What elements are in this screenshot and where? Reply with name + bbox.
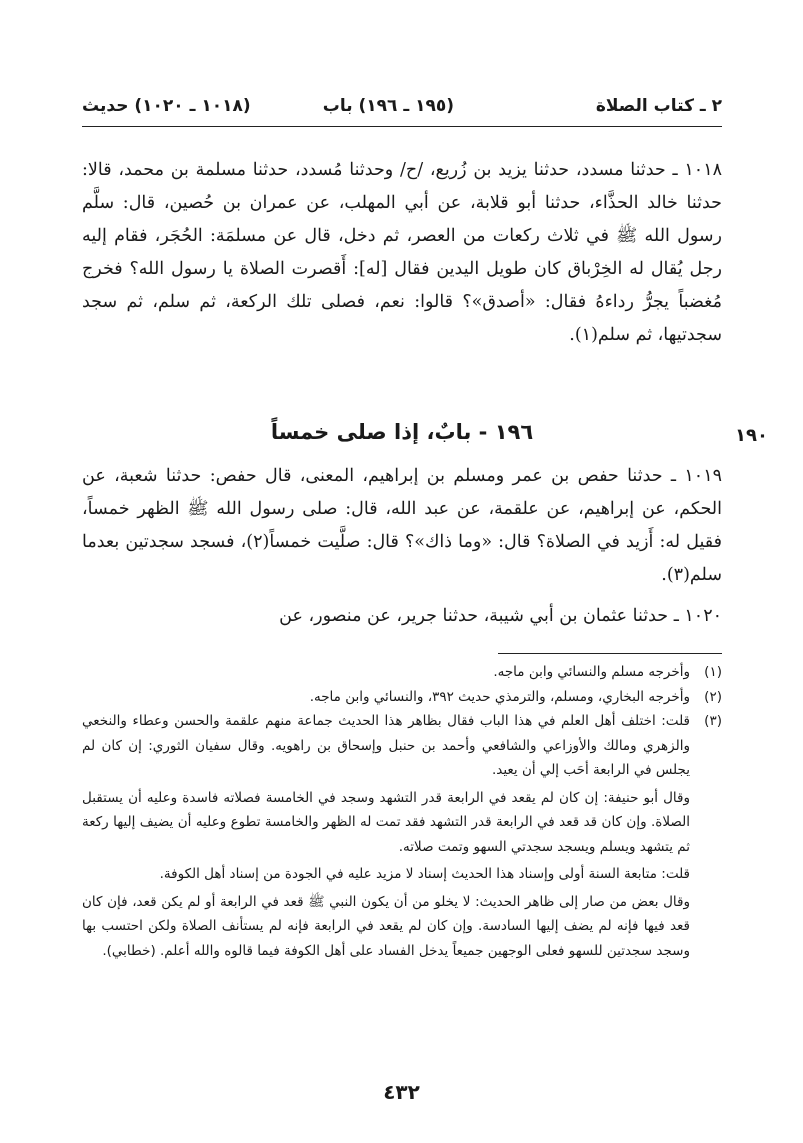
margin-number: ١٩٠ bbox=[735, 425, 768, 446]
page-number: ٤٣٢ bbox=[383, 1080, 420, 1104]
footnote-number: (٣) bbox=[704, 713, 722, 729]
hadith-1020: ١٠٢٠ ـ حدثنا عثمان بن أبي شيبة، حدثنا جرير، عن منصور، عن bbox=[279, 606, 722, 626]
footnote-number: (١) bbox=[704, 664, 722, 680]
footnote-2 bbox=[82, 685, 722, 710]
footnote-paragraph: وقال أبو حنيفة: إن كان لم يقعد في الرابعة قدر التشهد وسجد في الخامسة فصلاته فاسدة وعليه أن يستقبل الصلاة. وإن كان قد قعد في الرابعة قدر التشهد فقد تمت له الظهر والخامسة تطوع وعليه أن يضيف إليها ركعة ثم يتشهد ويسلم ويسجد سجدتي السهو وتمت صلاته. bbox=[82, 789, 690, 855]
footnote-paragraph: قلت: متابعة السنة أولى وإسناد هذا الحديث إسناد لا مزيد عليه في الجودة من إسناد أهل الكوفة. bbox=[159, 866, 690, 882]
hadith-1019: ١٠١٩ ـ حدثنا حفص بن عمر ومسلم بن إبراهيم، المعنى، قال حفص: حدثنا شعبة، عن الحكم، عن إبراهيم، عن علقمة، عن عبد الله، قال: صلى رسول الله ﷺ الظهر خمساً، فقيل له: أَزيد في الصلاة؟ قال: «وما ذاك»؟ قال: صلَّيت خمساً(٢)، فسجد سجدتين بعدما سلم(٣). bbox=[82, 466, 722, 585]
footnote-paragraph: وقال بعض من صار إلى ظاهر الحديث: لا يخلو من أن يكون النبي ﷺ قعد في الرابعة أو لم يكن قعد، فإن كان قعد فيها فإنه لم يضف إليها السادسة. وإن كان لم يقعد في الرابعة فإنه لم يستأنف الصلاة ولكن احتسب بها وسجد سجدتين للسهو فعلى الوجهين جميعاً يدخل الفساد على أهل الكوفة فيما قالوه والله أعلم. (خطابي). bbox=[82, 893, 690, 959]
footnote-text: وأخرجه مسلم والنسائي وابن ماجه. bbox=[493, 664, 690, 680]
footnote-3 bbox=[82, 709, 722, 963]
footnote-rule bbox=[498, 653, 722, 654]
footnote-text: وأخرجه البخاري، ومسلم، والترمذي حديث ٣٩٢، والنسائي وابن ماجه. bbox=[309, 688, 690, 705]
footnote-1 bbox=[82, 660, 722, 685]
footnotes bbox=[82, 660, 722, 963]
chapter-heading: ١٩٦ - بابٌ، إذا صلى خمساً bbox=[270, 420, 534, 444]
header-rule bbox=[82, 126, 722, 127]
header-book-title: ٢ ـ كتاب الصلاة bbox=[595, 96, 722, 116]
header-chapter-range: (١٩٥ ـ ١٩٦) باب bbox=[322, 96, 454, 116]
header-hadith-range: (١٠١٨ ـ ١٠٢٠) حديث bbox=[82, 96, 251, 116]
footnote-number: (٢) bbox=[704, 688, 722, 705]
footnote-body bbox=[82, 709, 690, 963]
footnote-paragraph: قلت: اختلف أهل العلم في هذا الباب فقال بظاهر هذا الحديث جماعة منهم علقمة والحسن وعطاء والنخعي والزهري ومالك والأوزاعي والشافعي وأحمد بن حنبل وإسحاق بن راهويه. وقال سفيان الثوري: إن كان لم يجلس في الرابعة أحَب إلي أن يعيد. bbox=[82, 713, 690, 778]
hadith-1018: ١٠١٨ ـ حدثنا مسدد، حدثنا يزيد بن زُريع، /ح/ وحدثنا مُسدد، حدثنا مسلمة بن محمد، قالا: حدثنا خالد الحذَّاء، حدثنا أبو قلابة، عن أبي المهلب، عن عمران بن حُصين، قال: سلَّم رسول الله ﷺ في ثلاث ركعات من العصر، ثم دخل، قال عن مسلمَة: الحُجَر، فقام إليه رجل يُقال له الخِرْباق كان طويل اليدين فقال [له]: أَقصرت الصلاة يا رسول الله؟ فخرج مُغضباً يجرُّ رداءهُ فقال: «أصدق»؟ قالوا: نعم، فصلى تلك الركعة، ثم سلم، ثم سجد سجدتيها، ثم سلم(١). bbox=[82, 160, 722, 345]
running-header bbox=[82, 92, 722, 126]
